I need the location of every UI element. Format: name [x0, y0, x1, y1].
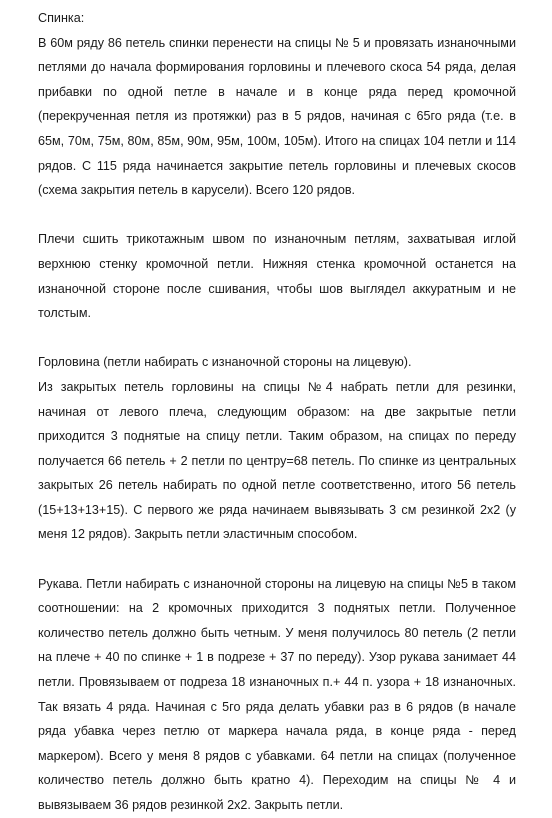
document-body	[38, 6, 516, 818]
neckline-paragraph: Из закрытых петель горловины на спицы №4 набрать петли для резинки, начиная от левого плеча, следующим образом: на две закрытые петли приходится 3 поднятые на спицу петли. Таким образом, на спицах по переду получается 66 петель + 2 петли по центру=68 петель. По спинке из центральных закрытых 26 петель набирать по одной петле соответственно, итого 56 петель (15+13+13+15). С первого же ряда начинаем вывязывать 3 см резинкой 2х2 (у меня 12 рядов). Закрыть петли эластичным способом.	[38, 379, 516, 542]
shoulders-paragraph: Плечи сшить трикотажным швом по изнаночным петлям, захватывая иглой верхнюю стенку кромочной петли. Нижняя стенка кромочной останется на изнаночной стороне после сшивания, чтобы шов выглядел аккуратным и не толстым.	[38, 232, 516, 321]
paragraph-gap	[38, 547, 516, 572]
section-back	[38, 6, 516, 203]
back-paragraph: В 60м ряду 86 петель спинки перенести на спицы № 5 и провязать изнаночными петлями до начала формирования горловины и плечевого скоса 54 ряда, делая прибавки по одной петле в начале и в конце ряда перед кромочной (перекрученная петля из протяжки) раз в 5 рядов, начиная с 65го ряда (т.е. в 65м, 70м, 75м, 80м, 85м, 90м, 95м, 100м, 105м). Итого на спицах 104 петли и 114 рядов. С 115 ряда начинается закрытие петель горловины и плечевых скосов (схема закрытия петель в карусели). Всего 120 рядов.	[38, 35, 516, 198]
section-neckline	[38, 350, 516, 547]
section-shoulders	[38, 227, 516, 325]
sleeves-paragraph: Рукава. Петли набирать с изнаночной стороны на лицевую на спицы №5 в таком соотношении: на 2 кромочных приходится 3 поднятых петли. Полученное количество петель должно быть четным. У меня получилось 80 петель (2 петли на плече + 40 по спинке + 1 в подрезе + 37 по переду). Узор рукава занимает 44 петли. Провязываем от подреза 18 изнаночных п.+ 44 п. узора + 18 изнаночных. Так вязать 4 ряда. Начиная с 5го ряда делать убавки раз в 6 рядов (в начале ряда убавка через петлю от маркера начала ряда, в конце ряда - перед маркером). Всего у меня 8 рядов с убавками. 64 петли на спицах (полученное количество петель должно быть кратно 4). Переходим на спицы № 4 и вывязываем 36 рядов резинкой 2х2. Закрыть петли.	[38, 576, 516, 812]
neckline-heading: Горловина (петли набирать с изнаночной стороны на лицевую).	[38, 355, 412, 370]
section-sleeves	[38, 572, 516, 818]
paragraph-gap	[38, 203, 516, 228]
back-heading: Спинка:	[38, 11, 85, 25]
paragraph-gap	[38, 326, 516, 351]
